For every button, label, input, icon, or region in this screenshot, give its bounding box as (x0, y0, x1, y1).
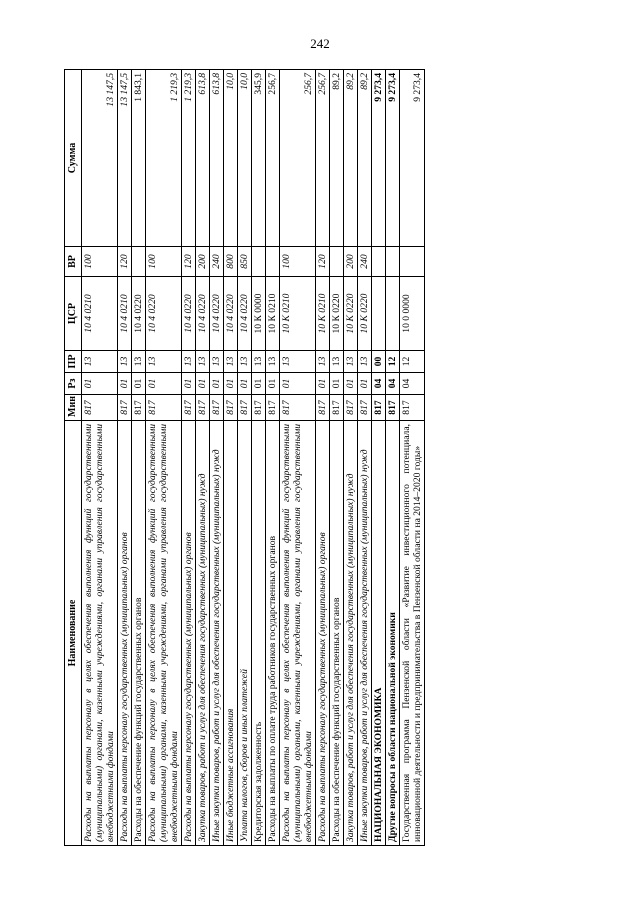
cell-min: 817 (117, 395, 131, 421)
cell-csr: 10 4 0220 (237, 277, 251, 351)
cell-name: Расходы на выплаты по оплате труда работников государственных органов (265, 421, 279, 846)
page-number: 242 (310, 36, 330, 51)
table-row (279, 70, 315, 846)
cell-pr: 13 (237, 351, 251, 373)
budget-table (64, 69, 425, 846)
cell-rz: 01 (344, 373, 358, 395)
rotated-table-frame (64, 70, 586, 846)
cell-name: Кредиторская задолженность (251, 421, 265, 846)
cell-rz: 01 (145, 373, 181, 395)
cell-sum: 89,2 (358, 70, 372, 247)
table-body (81, 70, 425, 846)
cell-min: 817 (330, 395, 344, 421)
cell-name: Расходы на выплаты персоналу в целях обеспечения выполнения функций государственными (муниципальными) органами, казенными учреждениями, органами управления государственными внебюджетными фондами (279, 421, 315, 846)
cell-csr (386, 277, 400, 351)
cell-vr: 200 (195, 247, 209, 277)
table-row (209, 70, 223, 846)
cell-rz: 04 (400, 373, 425, 395)
cell-csr: 10 4 0220 (223, 277, 237, 351)
cell-csr: 10 К 0220 (344, 277, 358, 351)
header-rz: Рз (65, 373, 82, 395)
cell-rz: 04 (386, 373, 400, 395)
cell-rz: 01 (330, 373, 344, 395)
cell-min: 817 (386, 395, 400, 421)
cell-csr: 10 К 0000 (251, 277, 265, 351)
header-csr: ЦСР (65, 277, 82, 351)
cell-min: 817 (237, 395, 251, 421)
header-vr: ВР (65, 247, 82, 277)
cell-rz: 01 (265, 373, 279, 395)
cell-rz: 01 (251, 373, 265, 395)
cell-min: 817 (81, 395, 117, 421)
cell-rz: 01 (358, 373, 372, 395)
cell-pr: 13 (316, 351, 330, 373)
cell-sum: 89,2 (330, 70, 344, 247)
cell-name: Расходы на выплаты персоналу государственных (муниципальных) органов (117, 421, 131, 846)
cell-name: Расходы на обеспечение функций государственных органов (330, 421, 344, 846)
table-row (400, 70, 425, 846)
cell-pr: 13 (209, 351, 223, 373)
table-row (117, 70, 131, 846)
cell-sum: 10,0 (223, 70, 237, 247)
table-row (81, 70, 117, 846)
cell-csr: 10 4 0220 (181, 277, 195, 351)
cell-name: Расходы на выплаты персоналу государственных (муниципальных) органов (316, 421, 330, 846)
cell-pr: 13 (265, 351, 279, 373)
table-row (358, 70, 372, 846)
cell-sum: 1 219,3 (181, 70, 195, 247)
cell-vr: 120 (181, 247, 195, 277)
cell-vr: 800 (223, 247, 237, 277)
cell-name: Государственная программа Пензенской области «Развитие инвестиционного потенциала, инновационной деятельности и предпринимательства в Пензенской области на 2014–2020 годы» (400, 421, 425, 846)
cell-vr (386, 247, 400, 277)
cell-vr: 200 (344, 247, 358, 277)
cell-vr: 100 (279, 247, 315, 277)
header-sum: Сумма (65, 70, 82, 247)
cell-min: 817 (181, 395, 195, 421)
cell-vr: 850 (237, 247, 251, 277)
cell-rz: 01 (223, 373, 237, 395)
cell-sum: 256,7 (316, 70, 330, 247)
cell-min: 817 (400, 395, 425, 421)
cell-pr: 13 (181, 351, 195, 373)
cell-rz: 01 (131, 373, 145, 395)
cell-name: Иные закупки товаров, работ и услуг для обеспечения государственных (муниципальных) нужд (209, 421, 223, 846)
table-row (330, 70, 344, 846)
table-row (372, 70, 386, 846)
cell-vr: 240 (209, 247, 223, 277)
cell-rz: 01 (279, 373, 315, 395)
cell-sum: 1 219,3 (145, 70, 181, 247)
cell-vr: 100 (145, 247, 181, 277)
cell-pr: 13 (117, 351, 131, 373)
table-row (344, 70, 358, 846)
cell-vr (400, 247, 425, 277)
cell-pr: 13 (251, 351, 265, 373)
cell-csr: 10 4 0220 (209, 277, 223, 351)
cell-min: 817 (145, 395, 181, 421)
cell-pr: 13 (131, 351, 145, 373)
table-row (131, 70, 145, 846)
table-row (316, 70, 330, 846)
cell-sum: 13 147,5 (117, 70, 131, 247)
cell-vr (372, 247, 386, 277)
cell-csr: 10 4 0210 (117, 277, 131, 351)
cell-name: Закупка товаров, работ и услуг для обеспечения государственных (муниципальных) нужд (195, 421, 209, 846)
cell-csr: 10 К 0220 (330, 277, 344, 351)
cell-vr: 100 (81, 247, 117, 277)
cell-sum: 9 273,4 (400, 70, 425, 247)
cell-csr: 10 К 0210 (265, 277, 279, 351)
cell-sum: 9 273,4 (386, 70, 400, 247)
cell-name: Расходы на обеспечение функций государственных органов (131, 421, 145, 846)
header-name: Наименование (65, 421, 82, 846)
table-row (223, 70, 237, 846)
cell-vr (265, 247, 279, 277)
cell-pr: 13 (195, 351, 209, 373)
header-min: Мин (65, 395, 82, 421)
cell-csr: 10 К 0220 (358, 277, 372, 351)
cell-rz: 01 (117, 373, 131, 395)
cell-name: Расходы на выплаты персоналу в целях обеспечения выполнения функций государственными (муниципальными) органами, казенными учреждениями, органами управления государственными внебюджетными фондами (145, 421, 181, 846)
cell-min: 817 (131, 395, 145, 421)
cell-rz: 01 (195, 373, 209, 395)
cell-pr: 13 (358, 351, 372, 373)
cell-name: Другие вопросы в области национальной экономики (386, 421, 400, 846)
cell-name: Расходы на выплаты персоналу государственных (муниципальных) органов (181, 421, 195, 846)
cell-min: 817 (358, 395, 372, 421)
cell-min: 817 (316, 395, 330, 421)
cell-pr: 00 (372, 351, 386, 373)
cell-sum: 345,9 (251, 70, 265, 247)
cell-pr: 12 (400, 351, 425, 373)
rotated-table-content (64, 70, 586, 846)
cell-min: 817 (251, 395, 265, 421)
table-row (181, 70, 195, 846)
table-header-row (65, 70, 82, 846)
cell-sum: 13 147,5 (81, 70, 117, 247)
cell-sum: 613,8 (195, 70, 209, 247)
cell-pr: 13 (344, 351, 358, 373)
cell-csr: 10 4 0210 (81, 277, 117, 351)
table-row (195, 70, 209, 846)
cell-sum: 9 273,4 (372, 70, 386, 247)
cell-vr: 120 (117, 247, 131, 277)
cell-pr: 13 (81, 351, 117, 373)
cell-sum: 256,7 (265, 70, 279, 247)
cell-min: 817 (209, 395, 223, 421)
table-row (237, 70, 251, 846)
header-pr: ПР (65, 351, 82, 373)
cell-csr: 10 4 0220 (195, 277, 209, 351)
table-row (265, 70, 279, 846)
cell-rz: 01 (181, 373, 195, 395)
cell-csr: 10 0 0000 (400, 277, 425, 351)
cell-rz: 01 (209, 373, 223, 395)
cell-sum: 1 843,1 (131, 70, 145, 247)
cell-vr (131, 247, 145, 277)
cell-min: 817 (372, 395, 386, 421)
cell-min: 817 (344, 395, 358, 421)
cell-pr: 13 (330, 351, 344, 373)
cell-rz: 01 (81, 373, 117, 395)
cell-rz: 01 (316, 373, 330, 395)
cell-name: НАЦИОНАЛЬНАЯ ЭКОНОМИКА (372, 421, 386, 846)
cell-vr (251, 247, 265, 277)
table-row (251, 70, 265, 846)
cell-name: Закупка товаров, работ и услуг для обеспечения государственных (муниципальных) нужд (344, 421, 358, 846)
cell-vr: 240 (358, 247, 372, 277)
cell-sum: 256,7 (279, 70, 315, 247)
cell-rz: 01 (237, 373, 251, 395)
table-row (145, 70, 181, 846)
table-row (386, 70, 400, 846)
cell-min: 817 (265, 395, 279, 421)
cell-sum: 89,2 (344, 70, 358, 247)
cell-name: Уплата налогов, сборов и иных платежей (237, 421, 251, 846)
cell-name: Расходы на выплаты персоналу в целях обеспечения выполнения функций государственными (муниципальными) органами, казенными учреждениями, органами управления государственными внебюджетными фондами (81, 421, 117, 846)
cell-vr: 120 (316, 247, 330, 277)
cell-pr: 13 (279, 351, 315, 373)
cell-csr: 10 4 0220 (131, 277, 145, 351)
cell-csr: 10 К 0210 (316, 277, 330, 351)
cell-csr: 10 4 0220 (145, 277, 181, 351)
cell-pr: 12 (386, 351, 400, 373)
cell-rz: 04 (372, 373, 386, 395)
cell-vr (330, 247, 344, 277)
cell-name: Иные закупки товаров, работ и услуг для обеспечения государственных (муниципальных) нужд (358, 421, 372, 846)
cell-pr: 13 (223, 351, 237, 373)
cell-sum: 10,0 (237, 70, 251, 247)
cell-pr: 13 (145, 351, 181, 373)
cell-sum: 613,8 (209, 70, 223, 247)
cell-name: Иные бюджетные ассигнования (223, 421, 237, 846)
cell-min: 817 (195, 395, 209, 421)
cell-min: 817 (279, 395, 315, 421)
cell-min: 817 (223, 395, 237, 421)
cell-csr: 10 К 0210 (279, 277, 315, 351)
cell-csr (372, 277, 386, 351)
